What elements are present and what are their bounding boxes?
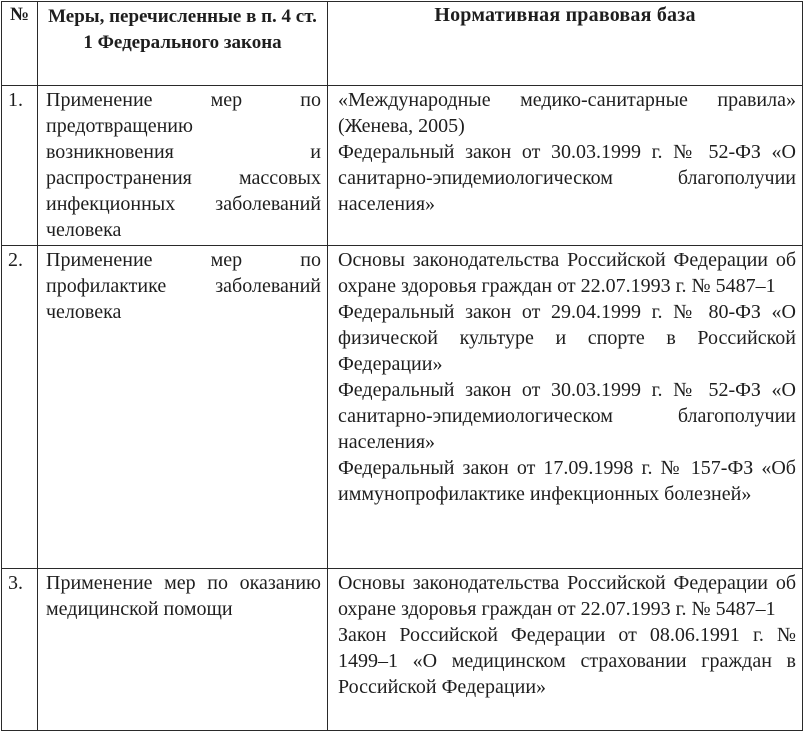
row-number: 2. [2,246,38,569]
table-header [2,2,803,86]
measure-text: Применение мер по оказанию медицинской помощи [38,569,328,731]
legal-measures-table [1,1,803,731]
measure-text: Применение мер по профилактике заболеваний человека [38,246,328,569]
header-num: № [2,2,38,86]
legal-act: Федеральный закон от 30.03.1999 г. № 52-ФЗ «О санитарно-эпидемиологическом благополучии населения» [338,141,796,215]
legal-base-cell [328,246,803,569]
legal-act: Закон Российской Федерации от 08.06.1991 г. № 1499–1 «О медицинском страховании граждан в Российской Федерации» [338,624,796,698]
table-row [2,569,803,731]
legal-base-cell [328,569,803,731]
measure-text: Применение мер по предотвращению возникновения и распространения массовых инфекционных заболеваний человека [38,86,328,246]
table-row [2,246,803,569]
legal-act: Основы законодательства Российской Федерации об охране здоровья граждан от 22.07.1993 г. № 5487–1 [338,572,796,620]
legal-act: Федеральный закон от 30.03.1999 г. № 52-ФЗ «О санитарно-эпидемиологическом благополучии населения» [338,379,796,453]
legal-act: «Международные медико-санитарные правила» (Женева, 2005) [338,89,796,137]
legal-act: Федеральный закон от 17.09.1998 г. № 157-ФЗ «Об иммунопрофилактике инфекционных болезней» [338,457,796,505]
header-row [2,2,803,86]
row-number: 3. [2,569,38,731]
legal-act: Основы законодательства Российской Федерации об охране здоровья граждан от 22.07.1993 г. № 5487–1 [338,249,796,297]
row-number: 1. [2,86,38,246]
header-legal-base: Нормативная правовая база [328,2,803,86]
legal-act: Федеральный закон от 29.04.1999 г. № 80-ФЗ «О физической культуре и спорте в Российской Федерации» [338,301,796,375]
table-body [2,86,803,731]
legal-base-cell [328,86,803,246]
header-measures: Меры, перечисленные в п. 4 ст. 1 Федерального закона [38,2,328,86]
table-row [2,86,803,246]
